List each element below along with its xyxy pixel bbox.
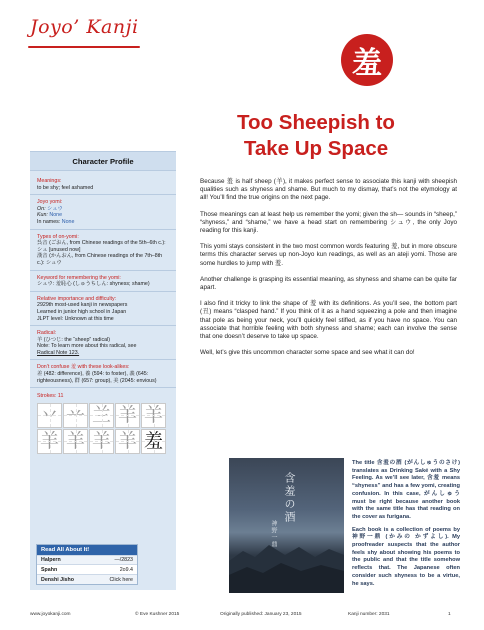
body-paragraph: This yomi stays consistent in the two most common words featuring 羞, but in more obscure terms this character serves up non-Joyo kun readings, as well as an ateji yomi. Those are some hurdles to jump with 羞.: [200, 243, 457, 267]
stroke-step: 䒑: [63, 403, 88, 428]
book-cover-author: 神野一鼎: [270, 520, 277, 548]
body-paragraph: Because 羞 is half sheep (羊), it makes perfect sense to associate this kanji with sheepish qualities such as shyness and shame. But much to my dismay, that’s not the etymology at all! You’ll find the true origins on the next page.: [200, 178, 457, 202]
reference-header: Read All About It!: [37, 545, 137, 555]
character-profile-sidebar: [30, 151, 176, 590]
stroke-step: 羊: [37, 429, 62, 454]
keyword-section: [37, 275, 170, 288]
logo-apos: ’: [73, 16, 80, 38]
importance-line-1: 2929th most-used kanji in newspapers: [37, 302, 128, 309]
onyomi-types-label: Types of on-yomi:: [37, 233, 79, 240]
meanings-value: to be shy; feel ashamed: [37, 184, 94, 191]
onyomi-type-1: 呉音 (ごおん, from Chinese readings of the 5th–6th c.): シュ [unused now]: [37, 240, 166, 253]
book-cover-title: 含羞の酒: [283, 472, 296, 524]
body-paragraph: I also find it tricky to link the shape of 羞 with its definitions. As you’ll see, the bottom part (丑) means “clasped hand.” If you think of it as a hand squeezing a pole and then imagine that pole as being your neck, you’ll quickly feel stifled, as if you have no space. You can associate that horrible feeling with both shyness and shame; each can involve the sense that one doesn’t deserve to take up space.: [200, 300, 457, 341]
stroke-step: 羊: [89, 429, 114, 454]
radical-label: Radical:: [37, 330, 57, 337]
importance-line-2: Learned in junior high school in Japan: [37, 308, 127, 315]
reference-box: [36, 544, 138, 585]
article-body: [200, 178, 457, 365]
confuse-section: [37, 364, 170, 384]
title-line-2: Take Up Space: [243, 137, 389, 160]
strokes-label: Strokes: 11: [37, 393, 64, 400]
reference-row: [37, 564, 137, 574]
radical-note: Note: To learn more about this radical, see: [37, 343, 137, 350]
book-cover-image: [229, 458, 344, 593]
names-label: In names:: [37, 218, 61, 225]
stroke-step: 丷: [37, 403, 62, 428]
stroke-step: 羊: [115, 403, 140, 428]
logo-kanji: Kanji: [79, 16, 139, 38]
footer-published: Originally published: January 23, 2015: [220, 612, 302, 617]
confuse-value: 差 (482: difference), 養 (594: to foster), 義 (645: righteousness), 群 (657: group), 美 (2045: envious): [37, 371, 157, 384]
stroke-step: 兰: [89, 403, 114, 428]
footer-copyright: © Eve Kushner 2015: [135, 612, 180, 617]
feature-paragraph: The title 含羞の酒 (がんしゅうのさけ) translates as Drinking Saké with a Shy Feeling. As we’ll see later, 含羞 means “shyness” and has a few yomi, creating confusion. In this case, がんしゅう must be right because another book with the same title has that reading on the cover as furigana.: [352, 460, 460, 520]
stroke-step-final: 羞: [141, 429, 166, 454]
kun-label: Kun:: [37, 212, 48, 219]
body-paragraph: Another challenge is grasping its essential meaning, as shyness and shame can be quite far apart.: [200, 275, 457, 292]
reference-row: [37, 574, 137, 584]
names-value: None: [61, 218, 75, 225]
reference-value: 2o9.4: [119, 566, 133, 573]
joyo-o-kanji-logo: [30, 16, 139, 38]
article-title: [200, 110, 432, 162]
radical-value: 羊 (ひつじ: the “sheep” radical): [37, 336, 111, 343]
onyomi-type-2: 漢音 (かんおん, from Chinese readings of the 7th–8th c.): シュウ: [37, 253, 163, 266]
joyo-yomi-label: Joyo yomi:: [37, 199, 63, 206]
meanings-label: Meanings:: [37, 178, 62, 184]
on-label: On:: [37, 205, 46, 212]
feature-caption: [352, 460, 460, 593]
title-line-1: Too Sheepish to: [237, 111, 395, 134]
feature-paragraph: Each book is a collection of poems by 神野一鼎 (かみの かずよし). My proofreader suspects that the author feels shy about showing his poems to the public and that the title somehow reflects that. The Japanese often consider such shyness to be a virtue, he says.: [352, 526, 460, 587]
denshi-jisho-link[interactable]: Click here: [109, 576, 133, 583]
joyo-yomi-section: [37, 199, 170, 225]
keyword-value: シュウ: 羞恥心 (しゅうちしん: shyness; shame): [37, 281, 150, 288]
logo-underline: [28, 46, 140, 48]
body-paragraph: Those meanings can at least help us remember the yomi; given the sh— sounds in “sheep,” “shyness,” and “shame,” we have a head start on remembering シュウ, the only Joyo reading for this kanji.: [200, 210, 457, 235]
profile-header: Character Profile: [30, 152, 176, 171]
onyomi-types-section: [37, 234, 170, 267]
footer-page-number: 1: [448, 612, 451, 617]
stroke-step: 羊: [63, 429, 88, 454]
reference-name: Halpern: [41, 557, 61, 564]
reference-row: [37, 555, 137, 565]
footer-kanji-number: Kanji number: 2031: [348, 612, 390, 617]
importance-section: [37, 296, 170, 322]
on-value: シュウ: [47, 205, 63, 212]
kanji-badge: 羞: [341, 34, 393, 86]
keyword-label: Keyword for remembering the yomi:: [37, 274, 121, 281]
kun-value: None: [49, 212, 63, 219]
importance-label: Relative importance and difficulty:: [37, 295, 117, 302]
mountain-silhouette: [229, 533, 344, 593]
reference-value: —/2823: [114, 557, 133, 564]
stroke-step: 羊: [115, 429, 140, 454]
radical-note-link[interactable]: Radical Note 123.: [37, 349, 80, 356]
stroke-step: 羊: [141, 403, 166, 428]
stroke-order-grid: [37, 403, 170, 454]
radical-section: [37, 330, 170, 356]
reference-name: Denshi Jisho: [41, 576, 74, 583]
meanings-section: [37, 178, 170, 191]
body-paragraph: Well, let’s give this uncommon character some space and see what it can do!: [200, 349, 415, 357]
logo-o: o: [61, 16, 74, 38]
importance-line-3: JLPT level: Unknown at this time: [37, 315, 114, 322]
confuse-label: Don’t confuse 羞 with these look-alikes:: [37, 364, 130, 371]
footer-site-link[interactable]: www.joyokanji.com: [30, 612, 71, 617]
logo-joy: Joy: [30, 16, 62, 38]
reference-name: Spahn: [41, 566, 58, 573]
